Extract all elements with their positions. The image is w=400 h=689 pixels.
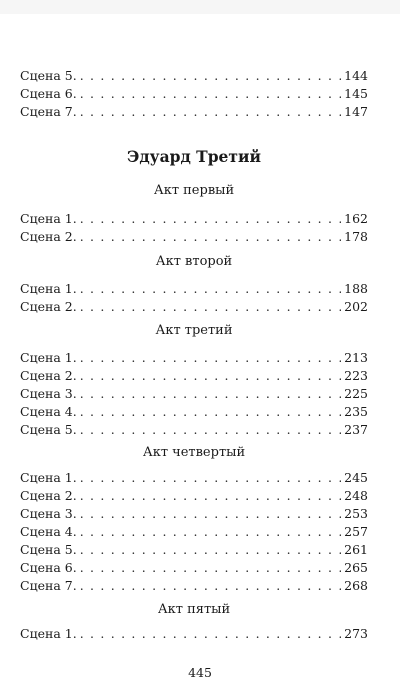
toc-row: [20, 403, 368, 421]
dot-leader: [80, 625, 341, 643]
dot-leader: [80, 421, 341, 439]
dot-leader: [80, 487, 341, 505]
toc-row: [20, 469, 368, 487]
scene-label: Сцена 4.: [20, 524, 77, 539]
act-section: [20, 444, 368, 595]
scene-label: Сцена 2.: [20, 368, 77, 383]
dot-leader: [80, 67, 341, 85]
act-heading: Акт второй: [155, 254, 233, 269]
act-heading: Акт пятый: [157, 602, 231, 617]
page-ref: 178: [344, 229, 368, 244]
page-ref: 145: [344, 86, 368, 101]
dot-leader: [80, 403, 341, 421]
dot-leader: [80, 523, 341, 541]
scene-label: Сцена 7.: [20, 104, 77, 119]
page-ref: 223: [344, 368, 368, 383]
scene-label: Сцена 4.: [20, 404, 77, 419]
scene-label: Сцена 2.: [20, 229, 77, 244]
page-ref: 225: [344, 386, 368, 401]
toc-row: [20, 487, 368, 505]
page-ref: 213: [344, 350, 368, 365]
act-heading: Акт первый: [153, 183, 235, 198]
dot-leader: [80, 541, 341, 559]
page-ref: 162: [344, 211, 368, 226]
scene-label: Сцена 5.: [20, 422, 77, 437]
scene-label: Сцена 2.: [20, 299, 77, 314]
play-title: Эдуард Третий: [126, 147, 262, 166]
page-ref: 235: [344, 404, 368, 419]
page-ref: 261: [344, 542, 368, 557]
dot-leader: [80, 103, 341, 121]
scene-label: Сцена 1.: [20, 626, 77, 641]
toc-row: [20, 367, 368, 385]
dot-leader: [80, 349, 341, 367]
scene-label: Сцена 3.: [20, 506, 77, 521]
scene-label: Сцена 2.: [20, 488, 77, 503]
scene-label: Сцена 1.: [20, 211, 77, 226]
dot-leader: [80, 228, 341, 246]
scene-label: Сцена 1.: [20, 470, 77, 485]
page-ref: 273: [344, 626, 368, 641]
toc-row: [20, 421, 368, 439]
dot-leader: [80, 280, 341, 298]
page-ref: 144: [344, 68, 368, 83]
toc-row: [20, 523, 368, 541]
act-heading: Акт четвертый: [142, 445, 246, 460]
act-section: [20, 253, 368, 316]
page-ref: 248: [344, 488, 368, 503]
toc-row: [20, 541, 368, 559]
scene-label: Сцена 3.: [20, 386, 77, 401]
dot-leader: [80, 367, 341, 385]
dot-leader: [80, 505, 341, 523]
page-ref: 245: [344, 470, 368, 485]
toc-row: [20, 577, 368, 595]
page-ref: 188: [344, 281, 368, 296]
dot-leader: [80, 385, 341, 403]
act-section: [20, 182, 368, 246]
act-section: [20, 322, 368, 439]
dot-leader: [80, 298, 341, 316]
toc-row: [20, 625, 368, 643]
toc-row: [20, 228, 368, 246]
act-section: [20, 601, 368, 643]
scene-label: Сцена 1.: [20, 350, 77, 365]
play-title-block: [20, 146, 368, 168]
dot-leader: [80, 559, 341, 577]
dot-leader: [80, 85, 341, 103]
act-heading: Акт третий: [155, 323, 233, 338]
toc-row: [20, 103, 368, 121]
page-ref: 253: [344, 506, 368, 521]
page-ref: 257: [344, 524, 368, 539]
scene-label: Сцена 6.: [20, 560, 77, 575]
scene-label: Сцена 5.: [20, 542, 77, 557]
dot-leader: [80, 210, 341, 228]
toc-top-block: [20, 67, 368, 121]
dot-leader: [80, 577, 341, 595]
toc-row: [20, 298, 368, 316]
page-ref: 265: [344, 560, 368, 575]
page-number: 445: [188, 665, 212, 680]
toc-row: [20, 505, 368, 523]
toc-row: [20, 349, 368, 367]
dot-leader: [80, 469, 341, 487]
toc-row: [20, 67, 368, 85]
toc-row: [20, 559, 368, 577]
scene-label: Сцена 6.: [20, 86, 77, 101]
toc-row: [20, 210, 368, 228]
page-ref: 268: [344, 578, 368, 593]
page-ref: 237: [344, 422, 368, 437]
toc-row: [20, 85, 368, 103]
scene-label: Сцена 5.: [20, 68, 77, 83]
scene-label: Сцена 1.: [20, 281, 77, 296]
page-ref: 202: [344, 299, 368, 314]
toc-row: [20, 280, 368, 298]
toc-row: [20, 385, 368, 403]
page-ref: 147: [344, 104, 368, 119]
scene-label: Сцена 7.: [20, 578, 77, 593]
